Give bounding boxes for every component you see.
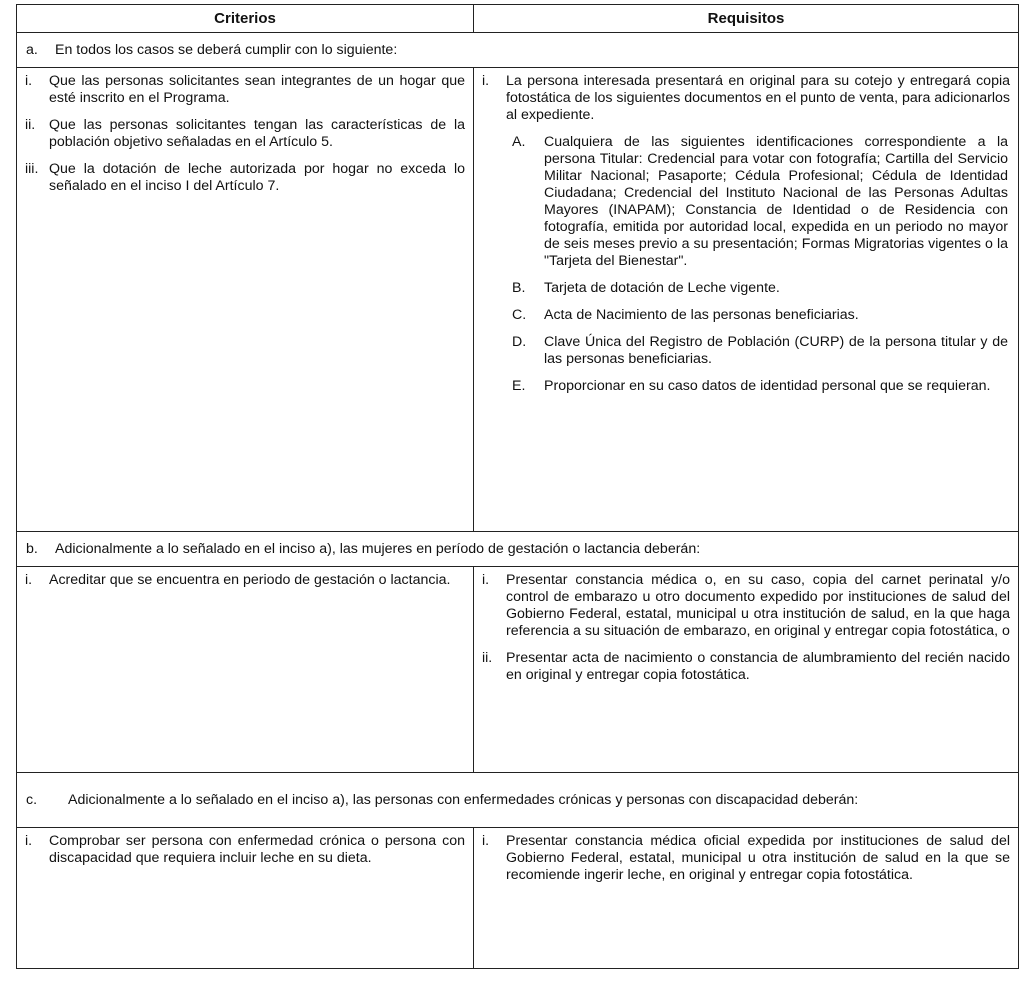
section-b-content: [17, 567, 1019, 773]
section-a-title: [17, 33, 1019, 68]
section-c-row: [17, 773, 1019, 828]
criterios-cell: [17, 68, 474, 532]
criterios-cell: [17, 567, 474, 773]
list-item: i. Presentar constancia médica oficial expedida por instituciones de salud del Gobierno Federal, estatal, municipal u otra institución de salud en la que se recomiende ingerir leche, en original y entregar copia fotostática.: [482, 833, 1010, 883]
list-item: i. Acreditar que se encuentra en periodo de gestación o lactancia.: [25, 572, 451, 588]
list-item: ii. Que las personas solicitantes tengan las características de la población objetivo señaladas en el Artículo 5.: [25, 117, 465, 150]
criterios-cell: [17, 828, 474, 969]
section-label: c.: [26, 791, 38, 808]
requisitos-cell: [474, 567, 1019, 773]
section-label: b.: [26, 540, 38, 557]
sub-item: E. Proporcionar en su caso datos de identidad personal que se requieran.: [512, 378, 991, 394]
section-a-row: [17, 33, 1019, 68]
section-c-title: [17, 773, 1019, 828]
list-item: i. Que las personas solicitantes sean integrantes de un hogar que esté inscrito en el Programa.: [25, 73, 465, 106]
section-b-title: [17, 532, 1019, 567]
section-title: Adicionalmente a lo señalado en el inciso a), las personas con enfermedades crónicas y personas con discapacidad deberán:: [68, 791, 859, 808]
requirements-table: [16, 4, 1019, 969]
section-title: En todos los casos se deberá cumplir con lo siguiente:: [55, 41, 398, 58]
section-label: a.: [26, 41, 38, 58]
list-item: i. Comprobar ser persona con enfermedad crónica o persona con discapacidad que requiera incluir leche en su dieta.: [25, 833, 465, 866]
sub-item: C. Acta de Nacimiento de las personas beneficiarias.: [512, 307, 859, 323]
list-item: i. Presentar constancia médica o, en su caso, copia del carnet perinatal y/o control de embarazo u otro documento expedido por instituciones de salud del Gobierno Federal, estatal, municipal u otra institución de salud, en la que haga referencia a su situación de embarazo, en original y entregar copia fotostática, o: [482, 572, 1010, 639]
section-a-content: [17, 68, 1019, 532]
list-item: iii. Que la dotación de leche autorizada por hogar no exceda lo señalado en el inciso I del Artículo 7.: [25, 161, 465, 194]
requisitos-cell: [474, 68, 1019, 532]
section-c-content: [17, 828, 1019, 969]
list-item: ii. Presentar acta de nacimiento o constancia de alumbramiento del recién nacido en original y entregar copia fotostática.: [482, 650, 1010, 683]
sub-item: D. Clave Única del Registro de Población (CURP) de la persona titular y de las personas beneficiarias.: [512, 334, 1008, 367]
sub-item: A. Cualquiera de las siguientes identificaciones correspondiente a la persona Titular: Credencial para votar con fotografía; Cartilla del Servicio Militar Nacional; Pasaporte; Cédula Profesional; Cédula de Identidad Ciudadana; Credencial del Instituto Nacional de las Personas Adultas Mayores (INAPAM); Constancia de Identidad o de Residencia con fotografía, emitida por autoridad local, expedida en un periodo no mayor de seis meses previo a su presentación; Formas Migratorias vigentes o la "Tarjeta del Bienestar".: [512, 134, 1008, 269]
section-b-row: [17, 532, 1019, 567]
header-row: [17, 5, 1019, 33]
requisitos-cell: [474, 828, 1019, 969]
section-title: Adicionalmente a lo señalado en el inciso a), las mujeres en período de gestación o lactancia deberán:: [55, 540, 701, 557]
list-item: i. La persona interesada presentará en original para su cotejo y entregará copia fotostática de los siguientes documentos en el punto de venta, para adicionarlos al expediente.: [482, 73, 1010, 123]
sub-item: B. Tarjeta de dotación de Leche vigente.: [512, 280, 780, 296]
header-criterios: Criterios: [17, 5, 474, 33]
header-requisitos: Requisitos: [474, 5, 1019, 33]
